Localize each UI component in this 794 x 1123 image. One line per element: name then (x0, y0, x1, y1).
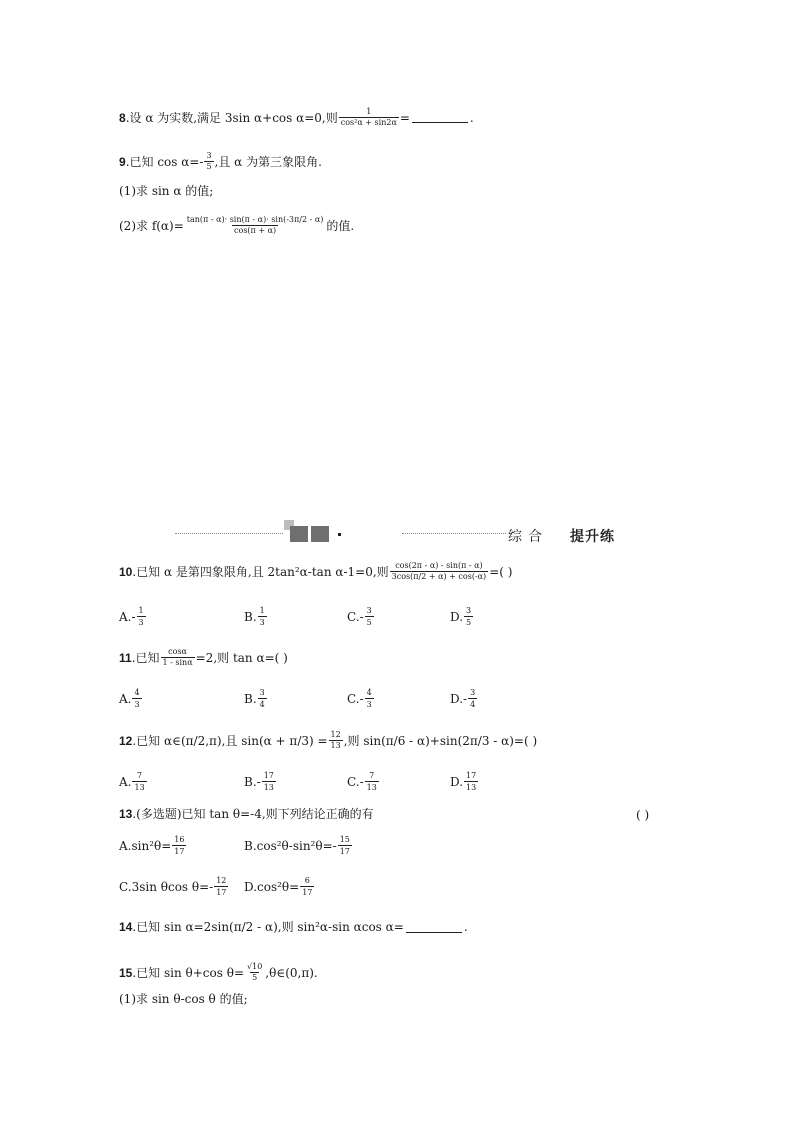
banner-decoration (290, 526, 308, 542)
question-text: (1)求 sin α 的值; (119, 184, 214, 198)
option-c[interactable] (119, 876, 229, 897)
fraction (329, 731, 343, 750)
fraction-numerator: 17 (466, 771, 477, 780)
fraction-denominator: 13 (263, 783, 274, 792)
fraction-numerator: 16 (174, 835, 185, 844)
option-b[interactable] (244, 688, 268, 709)
option-a[interactable] (119, 606, 147, 627)
question-text: (1)求 sin θ-cos θ 的值; (119, 992, 248, 1006)
question-10 (119, 562, 512, 581)
question-number: 14 (119, 920, 133, 934)
fraction-denominator: 3 (138, 618, 144, 627)
option-label: B.- (244, 774, 261, 789)
fraction (172, 835, 186, 856)
option-d[interactable] (450, 688, 478, 709)
option-label: B. (244, 691, 257, 706)
fraction-denominator: 4 (259, 700, 265, 709)
fraction-denominator: 3 (134, 700, 140, 709)
fraction-denominator: 5 (466, 618, 472, 627)
question-number: 13 (119, 807, 133, 821)
question-text: .已知 (131, 650, 160, 665)
option-label: D. (450, 774, 464, 789)
fraction (161, 648, 195, 667)
question-8 (119, 108, 474, 127)
fraction (185, 216, 326, 235)
option-b[interactable] (244, 771, 277, 792)
question-text: .(多选题)已知 tan θ=-4,则下列结论正确的有 (132, 807, 374, 821)
fraction (338, 835, 352, 856)
answer-blank (406, 922, 462, 933)
fraction-denominator: 17 (339, 847, 350, 856)
fraction-denominator: 5 (366, 618, 372, 627)
fraction (204, 152, 213, 171)
fraction-denominator: 17 (174, 847, 185, 856)
answer-blank (412, 112, 468, 123)
question-11 (119, 648, 288, 667)
question-number: 9 (119, 154, 126, 169)
fraction (339, 108, 399, 127)
option-label: D.- (450, 691, 468, 706)
fraction-numerator: 1 (259, 606, 265, 615)
option-c[interactable] (347, 606, 375, 627)
question-text: ,θ∈(0,π). (265, 965, 318, 980)
fraction-numerator: 4 (134, 688, 140, 697)
option-a[interactable] (119, 688, 143, 709)
fraction-numerator: 6 (304, 876, 310, 885)
option-d[interactable] (450, 771, 479, 792)
option-c[interactable] (347, 771, 380, 792)
fraction-denominator: 5 (206, 162, 212, 171)
fraction-numerator: 3 (259, 688, 265, 697)
fraction-denominator: 3 (259, 618, 265, 627)
option-label: D. (450, 609, 464, 624)
fraction (132, 771, 146, 792)
fraction-denominator: cos²α + sin2α (340, 118, 397, 127)
fraction-denominator: 3 (366, 700, 372, 709)
fraction-numerator: cos(2π - α) - sin(π - α) (395, 561, 483, 570)
question-14 (119, 921, 468, 933)
fraction (258, 688, 267, 709)
fraction-numerator: 3 (470, 688, 476, 697)
question-text: =( ) (489, 564, 513, 579)
divider (175, 533, 283, 534)
fraction-numerator: 1 (138, 606, 144, 615)
fraction (468, 688, 477, 709)
fraction-numerator: 3 (366, 606, 372, 615)
option-c[interactable] (347, 688, 375, 709)
fraction-denominator: 13 (466, 783, 477, 792)
question-text: . (463, 920, 468, 934)
question-text: 的值. (326, 218, 355, 233)
question-number: 10 (119, 564, 133, 579)
fraction-denominator: 5 (252, 973, 258, 982)
fraction (365, 606, 374, 627)
fraction (365, 771, 379, 792)
question-12 (119, 731, 537, 750)
option-label: C.- (347, 609, 364, 624)
question-number: 11 (119, 650, 132, 665)
question-text: .设 α 为实数,满足 3sin α+cos α=0,则 (125, 110, 338, 125)
fraction-numerator: 7 (137, 771, 143, 780)
fraction-numerator: √10 (247, 962, 263, 971)
fraction-denominator: 4 (470, 700, 476, 709)
fraction (300, 876, 314, 897)
question-number: 8 (119, 110, 126, 125)
question-text: .已知 α∈(π/2,π),且 sin(α + π/3) = (132, 733, 328, 748)
question-9-part-1 (119, 185, 213, 197)
question-text: .已知 cos α=- (125, 154, 204, 169)
fraction (262, 771, 276, 792)
banner-dot (338, 533, 341, 536)
option-label: A. (119, 691, 132, 706)
fraction-numerator: 7 (369, 771, 375, 780)
question-13 (119, 808, 374, 820)
fraction (365, 688, 374, 709)
fraction (390, 562, 489, 581)
option-label: C.3sin θcos θ=- (119, 879, 214, 894)
option-label: B. (244, 609, 257, 624)
question-text: . (469, 110, 474, 125)
question-15 (119, 963, 318, 982)
fraction-numerator: 15 (339, 835, 350, 844)
option-label: A.- (119, 609, 136, 624)
option-d[interactable] (450, 606, 474, 627)
fraction (258, 606, 267, 627)
question-text: = (399, 110, 410, 125)
fraction-numerator: 12 (216, 876, 227, 885)
fraction-denominator: 1 - sinα (162, 658, 193, 667)
option-a[interactable] (119, 835, 187, 856)
option-a[interactable] (119, 771, 148, 792)
option-label: A.sin²θ= (119, 838, 172, 853)
option-label: C.- (347, 691, 364, 706)
fraction-denominator: 13 (330, 741, 341, 750)
section-title: 综合 (508, 529, 548, 545)
fraction (464, 771, 478, 792)
divider (402, 533, 506, 534)
question-9-part-2 (119, 216, 354, 235)
option-label: A. (119, 774, 132, 789)
option-label: C.- (347, 774, 364, 789)
question-text: .已知 α 是第四象限角,且 2tan²α-tan α-1=0,则 (132, 564, 389, 579)
option-d[interactable] (244, 876, 315, 897)
fraction-denominator: 17 (302, 888, 313, 897)
question-text: .已知 sin α=2sin(π/2 - α),则 sin²α-sin αcos α= (132, 920, 404, 934)
fraction-numerator: 3 (466, 606, 472, 615)
section-subtitle: 提升练 (570, 529, 615, 545)
question-text: ,且 α 为第三象限角. (214, 154, 322, 169)
question-number: 15 (119, 965, 133, 980)
fraction-denominator: 13 (134, 783, 145, 792)
fraction-denominator: 3cos(π/2 + α) + cos(-α) (391, 572, 487, 581)
fraction-numerator: 12 (330, 730, 341, 739)
fraction-denominator: cos(π + α) (234, 226, 277, 235)
fraction-numerator: 1 (366, 107, 372, 116)
question-15-part-1 (119, 993, 248, 1005)
question-text: ,则 sin(π/6 - α)+sin(2π/3 - α)=( ) (343, 733, 538, 748)
fraction-numerator: tan(π - α)· sin(π - α)· sin(-3π/2 - α) (186, 215, 324, 224)
section-banner (0, 520, 794, 550)
fraction (132, 688, 141, 709)
fraction (464, 606, 473, 627)
banner-decoration (311, 526, 329, 542)
question-text: .已知 sin θ+cos θ= (132, 965, 245, 980)
fraction-denominator: 13 (366, 783, 377, 792)
fraction-numerator: 17 (263, 771, 274, 780)
option-b[interactable] (244, 606, 268, 627)
answer-bracket: ( ) (636, 808, 650, 822)
option-b[interactable] (244, 835, 353, 856)
question-text: =2,则 tan α=( ) (195, 650, 288, 665)
fraction (137, 606, 146, 627)
question-number: 12 (119, 733, 133, 748)
question-9 (119, 152, 322, 171)
fraction-numerator: 4 (366, 688, 372, 697)
fraction (214, 876, 228, 897)
question-text: (2)求 f(α)= (119, 218, 184, 233)
fraction-numerator: cosα (168, 647, 187, 656)
option-label: B.cos²θ-sin²θ=- (244, 838, 337, 853)
option-label: D.cos²θ= (244, 879, 300, 894)
fraction (245, 963, 264, 982)
fraction-numerator: 3 (206, 151, 212, 160)
fraction-denominator: 17 (216, 888, 227, 897)
